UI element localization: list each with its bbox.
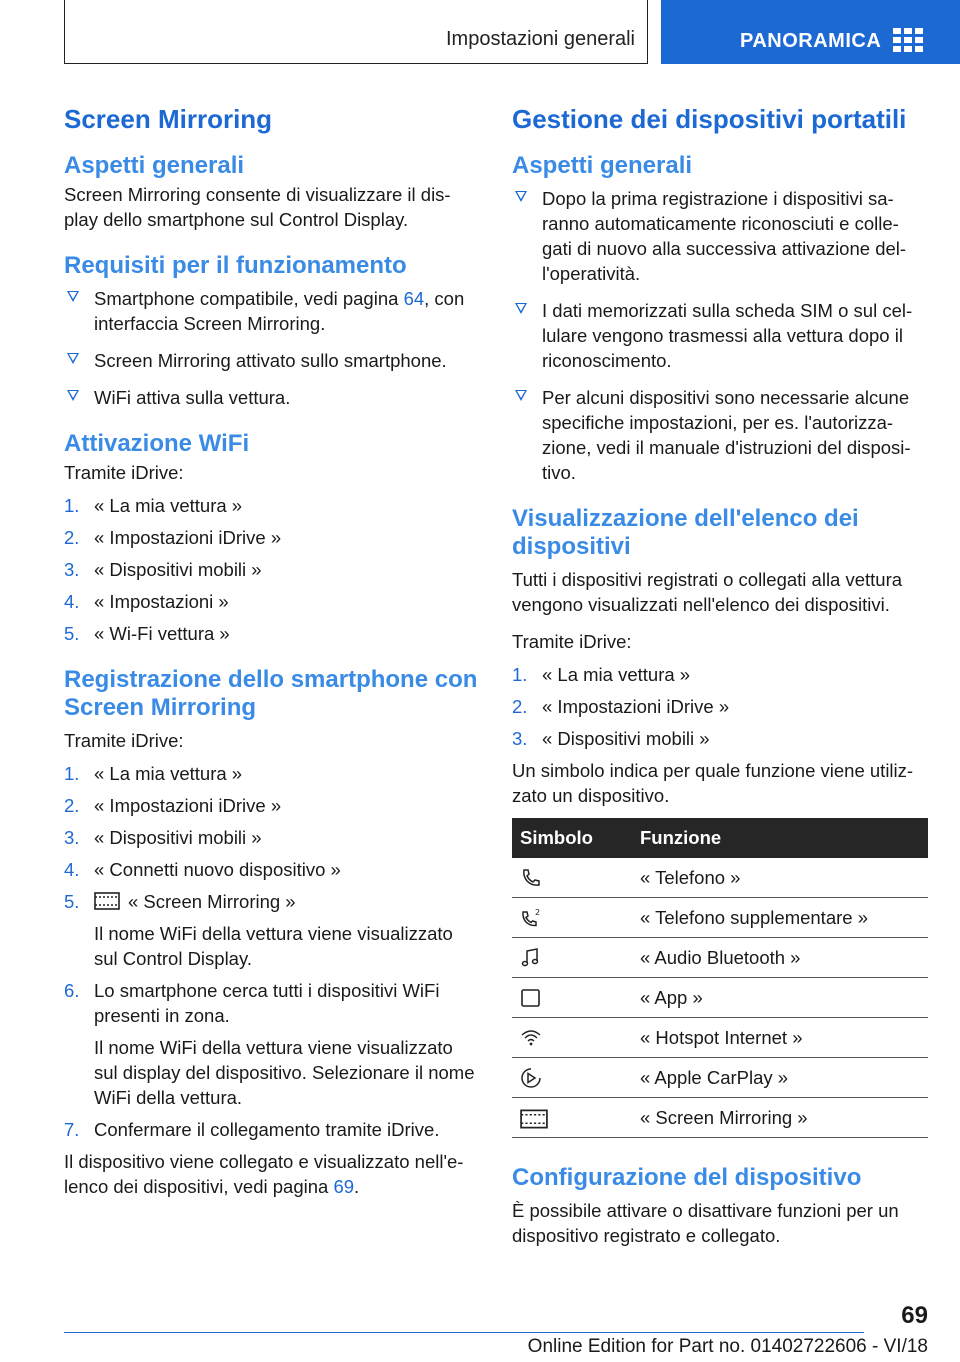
overview-item: Per alcuni dispositivi sono necessarie alcune specifiche impostazioni, per es. l'autorizza-zione, vedi il manuale d'istruzioni del disposi-tivo.: [512, 385, 928, 485]
device-list-heading: Visualizzazione dell'elenco dei dispositivi: [512, 505, 859, 560]
table-row: « Audio Bluetooth »: [512, 938, 928, 978]
step-item: 7. Confermare il collegamento tramite iDrive.: [64, 1119, 440, 1140]
right-column: [512, 102, 928, 1260]
step-item: 5. « Screen Mirroring » Il nome WiFi della vettura viene visualizzato sul Control Display.: [64, 891, 453, 969]
step-item: 5. « Wi-Fi vettura »: [64, 623, 230, 644]
wifi-intro: Tramite iDrive:: [64, 462, 184, 483]
step-item: 3. « Dispositivi mobili »: [64, 827, 262, 848]
requirement-item: WiFi attiva sulla vettura.: [64, 385, 480, 410]
footer-divider: [64, 1332, 864, 1333]
register-heading: Registrazione dello smartphone con Screen Mirroring: [64, 666, 478, 721]
step-item: 1. « La mia vettura »: [64, 763, 243, 784]
footer-edition: Online Edition for Part no. 01402722606 - VI/18: [527, 1336, 928, 1357]
device-list-intro: Tramite iDrive:: [512, 631, 632, 652]
table-header: Funzione: [640, 818, 928, 858]
step-item: 4. « Connetti nuovo dispositivo »: [64, 859, 341, 880]
bullet-triangle-icon: [515, 390, 527, 401]
page-link[interactable]: 64: [403, 288, 425, 309]
panoramica-nav-button[interactable]: [661, 0, 960, 64]
step-item: 3. « Dispositivi mobili »: [64, 559, 262, 580]
device-management-title: Gestione dei dispositivi portatili: [512, 104, 907, 134]
table-row: « Hotspot Internet »: [512, 1018, 928, 1058]
step-item: 1. « La mia vettura »: [512, 664, 691, 685]
page-link[interactable]: 69: [333, 1176, 355, 1197]
step-item: 4. « Impostazioni »: [64, 591, 229, 612]
requirements-list: [64, 286, 480, 410]
wifi-heading: Attivazione WiFi: [64, 430, 250, 457]
table-row: « Apple CarPlay »: [512, 1058, 928, 1098]
table-row: « Telefono »: [512, 858, 928, 898]
left-overview-heading: Aspetti generali: [64, 152, 245, 179]
requirement-item: Smartphone compatibile, vedi pagina 64, con interfaccia Screen Mirroring.: [64, 286, 480, 336]
config-heading: Configurazione del dispositivo: [512, 1164, 862, 1191]
bullet-triangle-icon: [67, 353, 79, 364]
table-header-row: [512, 818, 928, 858]
overview-item: Dopo la prima registrazione i dispositivi sa-ranno automaticamente riconosciuti e colle-gati di nuovo alla successiva attivazione del-l'operatività.: [512, 186, 928, 286]
music-note-icon: [520, 947, 542, 969]
requirement-item: Screen Mirroring attivato sullo smartphone.: [64, 348, 480, 373]
grid-menu-icon: [893, 28, 923, 52]
phone-2-icon: [520, 907, 542, 929]
carplay-icon: [520, 1067, 542, 1089]
table-row: « App »: [512, 978, 928, 1018]
register-intro: Tramite iDrive:: [64, 730, 184, 751]
table-header: Simbolo: [512, 818, 640, 858]
table-row: « Screen Mirroring »: [512, 1098, 928, 1138]
left-column: [64, 102, 480, 1211]
svg-text:2: 2: [535, 908, 541, 918]
step-item: 3. « Dispositivi mobili »: [512, 728, 710, 749]
left-overview-text: Screen Mirroring consente di visualizzare il dis-play dello smartphone sul Control Display.: [64, 184, 451, 230]
screen-mirroring-icon: [520, 1109, 548, 1129]
header-section-box: [64, 0, 648, 64]
bullet-triangle-icon: [67, 390, 79, 401]
step-item: 2. « Impostazioni iDrive »: [512, 696, 730, 717]
device-list-steps: [512, 662, 928, 751]
panoramica-label: PANORAMICA: [740, 30, 882, 52]
step-item: 2. « Impostazioni iDrive »: [64, 527, 282, 548]
register-steps: [64, 761, 480, 1142]
screen-mirroring-title: Screen Mirroring: [64, 104, 273, 134]
wifi-steps: [64, 493, 480, 646]
symbol-table: [512, 818, 928, 1138]
screen-mirroring-icon: [94, 892, 120, 910]
right-overview-heading: Aspetti generali: [512, 152, 693, 179]
bullet-triangle-icon: [515, 303, 527, 314]
right-overview-list: [512, 186, 928, 485]
table-row: 2 « Telefono supplementare »: [512, 898, 928, 938]
register-closing-text: Il dispositivo viene collegato e visualizzato nell'e-lenco dei dispositivi, vedi pagina 69.: [64, 1151, 464, 1197]
step-item: 1. « La mia vettura »: [64, 495, 243, 516]
header-section-title: Impostazioni generali: [446, 28, 635, 50]
wifi-hotspot-icon: [520, 1027, 542, 1049]
bullet-triangle-icon: [515, 191, 527, 202]
page-number: 69: [901, 1302, 928, 1329]
symbol-text: Un simbolo indica per quale funzione viene utiliz-zato un dispositivo.: [512, 760, 914, 806]
requirements-heading: Requisiti per il funzionamento: [64, 252, 407, 279]
overview-item: I dati memorizzati sulla scheda SIM o sul cel-lulare vengono trasmessi alla vettura dopo il riconoscimento.: [512, 298, 928, 373]
device-list-text: Tutti i dispositivi registrati o collegati alla vettura vengono visualizzati nell'elenco dei dispositivi.: [512, 569, 903, 615]
phone-icon: [520, 867, 542, 889]
config-text: È possibile attivare o disattivare funzioni per un dispositivo registrato e collegato.: [512, 1200, 899, 1246]
bullet-triangle-icon: [67, 291, 79, 302]
app-square-icon: [520, 987, 542, 1009]
step-item: 2. « Impostazioni iDrive »: [64, 795, 282, 816]
step-item: 6. Lo smartphone cerca tutti i dispositivi WiFi presenti in zona. Il nome WiFi della vettura viene visualizzato sul display del dispositivo. Selezionare il nome WiFi della vettura.: [64, 980, 475, 1108]
